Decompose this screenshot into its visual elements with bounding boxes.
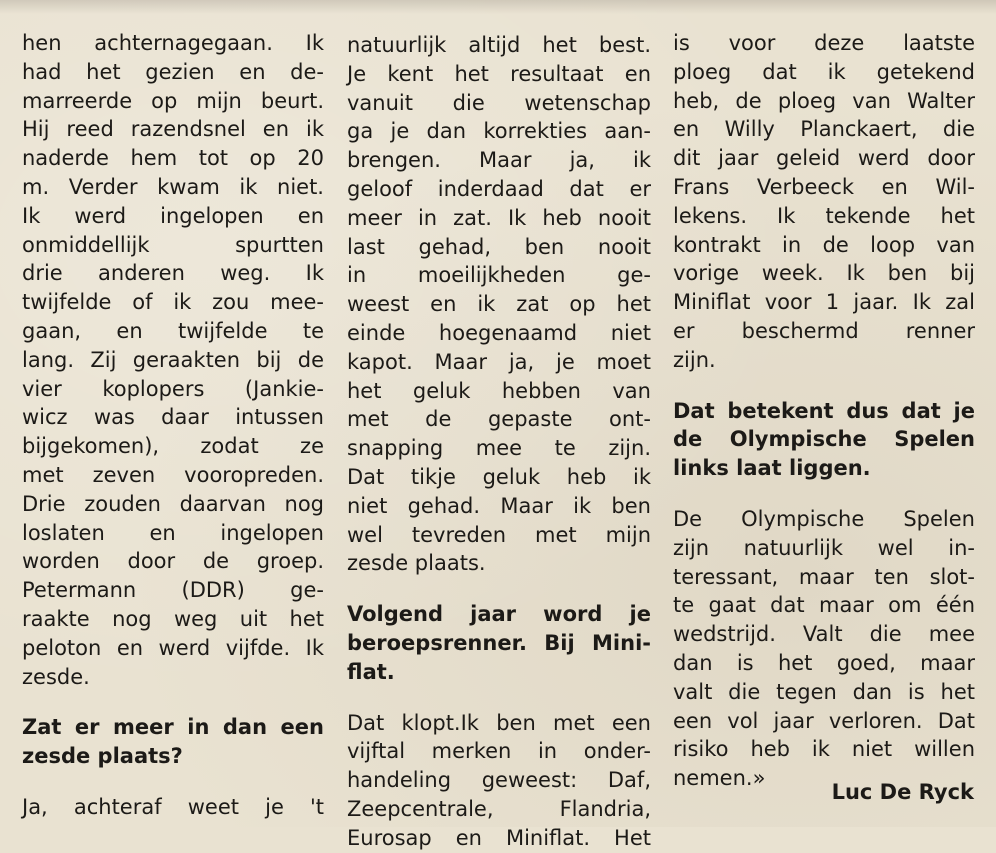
question-line: links laat liggen. [673, 456, 871, 481]
text-line: met de gepaste ont- [347, 407, 651, 432]
top-bleed-through [0, 0, 996, 14]
text-line: naderde hem tot op 20 [22, 146, 324, 171]
question-line: Volgend jaar word je [347, 602, 651, 627]
column-1-paragraph-2 [22, 793, 324, 822]
text-line: Ik werd ingelopen en [22, 203, 324, 228]
text-line: bijgekomen), zodat ze [22, 434, 324, 459]
text-line: geloof inderdaad dat er [347, 176, 651, 201]
text-line: vier koplopers (Jankie- [22, 376, 324, 401]
column-3 [673, 29, 975, 793]
text-line: Frans Verbeeck en Wil- [673, 174, 975, 199]
question-line: de Olympische Spelen [673, 427, 975, 452]
text-line: worden door de groep. [22, 549, 324, 574]
text-line: onmiddellijk spurtten [22, 232, 324, 257]
text-line: marreerde op mijn beurt. [22, 88, 324, 113]
text-line: vorige week. Ik ben bij [673, 261, 975, 286]
text-line: niet gehad. Maar ik ben [347, 493, 651, 518]
text-line: Drie zouden daarvan nog [22, 491, 324, 516]
interview-question-1 [22, 713, 324, 771]
text-line: zesde. [22, 664, 90, 689]
text-line: snapping mee te zijn. [347, 436, 651, 461]
column-3-paragraph-1 [673, 29, 975, 375]
question-line: Zat er meer in dan een [22, 715, 324, 740]
text-line: weest en ik zat op het [347, 292, 651, 317]
text-line: risiko heb ik niet willen [673, 737, 975, 762]
text-line: m. Verder kwam ik niet. [22, 174, 324, 199]
text-line: dan is het goed, maar [673, 650, 975, 675]
text-line: dit jaar geleid werd door [673, 146, 975, 171]
text-line: valt die tegen dan is het [673, 679, 975, 704]
interview-question-2 [347, 600, 651, 686]
text-line: Miniflat voor 1 jaar. Ik zal [673, 290, 975, 315]
text-line: ploeg dat ik getekend [673, 59, 975, 84]
text-line: Zeepcentrale, Flandria, [347, 796, 651, 821]
text-line: De Olympische Spelen [673, 506, 975, 531]
question-line: Dat betekent dus dat je [673, 398, 975, 423]
text-line: Hij reed razendsnel en ik [22, 117, 324, 142]
text-line: hen achternagegaan. Ik [22, 31, 324, 55]
column-1 [22, 29, 324, 822]
text-line: loslaten en ingelopen [22, 520, 324, 545]
text-line: er beschermd renner [673, 318, 975, 343]
text-line: drie anderen weg. Ik [22, 261, 324, 286]
text-line: einde hoegenaamd niet [347, 320, 651, 345]
text-line: in moeilijkheden ge- [347, 263, 651, 288]
text-line: meer in zat. Ik heb nooit [347, 205, 651, 230]
column-2 [347, 31, 651, 853]
text-line: te gaat dat maar om één [673, 593, 975, 618]
text-line: handeling geweest: Daf, [347, 768, 651, 793]
question-line: zesde plaats? [22, 744, 183, 769]
text-line: last gehad, ben nooit [347, 234, 651, 259]
text-line: en Willy Planckaert, die [673, 117, 975, 142]
author-signature: Luc De Ryck [831, 780, 974, 804]
text-line: Dat klopt.Ik ben met een [347, 710, 651, 735]
text-line: lang. Zij geraakten bij de [22, 347, 324, 372]
question-line: beroepsrenner. Bij Mini- [347, 630, 651, 655]
interview-question-3 [673, 397, 975, 483]
text-line: zesde plaats. [347, 551, 486, 576]
text-line: nemen.» [673, 766, 766, 791]
text-line: het geluk hebben van [347, 378, 651, 403]
text-line: teressant, maar ten slot- [673, 564, 975, 589]
column-2-paragraph-2 [347, 709, 651, 853]
text-line: Eurosap en Miniflat. Het [347, 825, 651, 850]
text-line: peloton en werd vijfde. Ik [22, 635, 324, 660]
text-line: raakte nog weg uit het [22, 606, 324, 631]
text-line: ga je dan korrekties aan- [347, 119, 651, 144]
text-line: twijfelde of ik zou mee- [22, 290, 324, 315]
question-line: flat. [347, 659, 395, 684]
text-line: wicz was daar intussen [22, 405, 324, 430]
text-line: natuurlijk altijd het best. [347, 33, 651, 57]
column-2-paragraph-1 [347, 31, 651, 578]
text-line: Petermann (DDR) ge- [22, 578, 324, 603]
text-line: een vol jaar verloren. Dat [673, 708, 975, 733]
text-line: kontrakt in de loop van [673, 232, 975, 257]
text-line: is voor deze laatste [673, 31, 975, 55]
text-line: zijn natuurlijk wel in- [673, 535, 975, 560]
text-line: gaan, en twijfelde te [22, 318, 324, 343]
text-line: zijn. [673, 347, 716, 372]
text-line: Dat tikje geluk heb ik [347, 464, 651, 489]
text-line: kapot. Maar ja, je moet [347, 349, 651, 374]
column-1-paragraph-1 [22, 29, 324, 691]
text-line: heb, de ploeg van Walter [673, 88, 975, 113]
text-line: lekens. Ik tekende het [673, 203, 975, 228]
text-line: met zeven vooropreden. [22, 462, 324, 487]
text-line: Ja, achteraf weet je 't [22, 794, 324, 819]
text-line: wel tevreden met mijn [347, 522, 651, 547]
text-line: had het gezien en de- [22, 59, 324, 84]
text-line: wedstrijd. Valt die mee [673, 622, 975, 647]
column-3-paragraph-2 [673, 505, 975, 793]
text-line: vijftal merken in onder- [347, 739, 651, 764]
text-line: Je kent het resultaat en [347, 61, 651, 86]
text-line: brengen. Maar ja, ik [347, 148, 651, 173]
text-line: vanuit die wetenschap [347, 90, 651, 115]
